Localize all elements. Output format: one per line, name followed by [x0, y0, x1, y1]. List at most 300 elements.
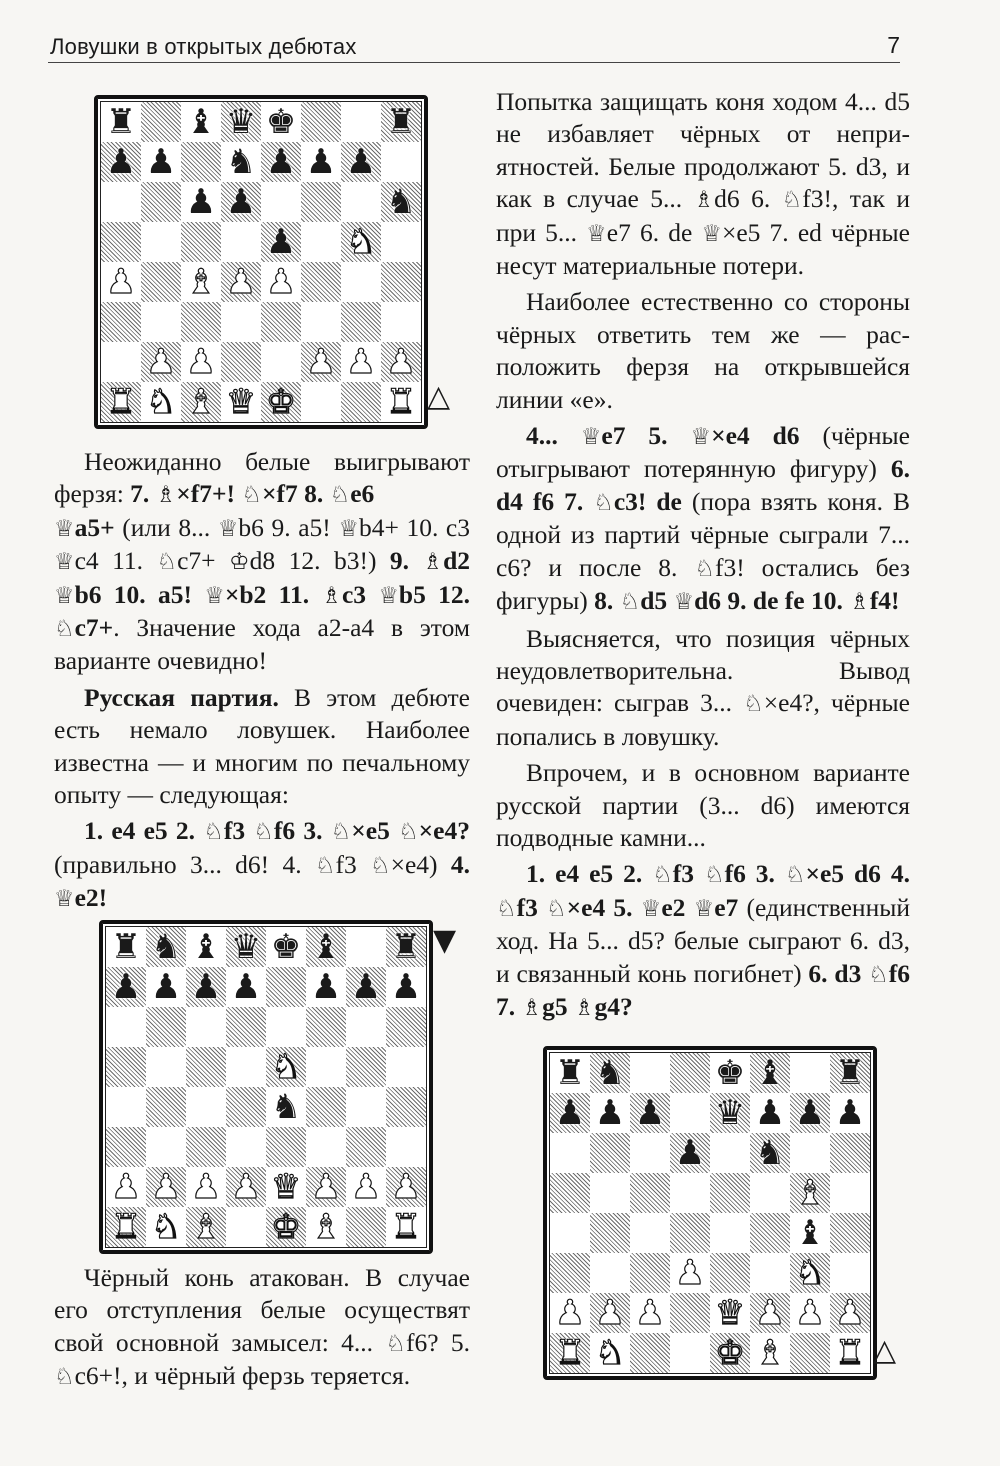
- board-square: [341, 222, 381, 262]
- white-pawn-icon: ♟: [150, 1167, 182, 1207]
- board-square: [141, 182, 181, 222]
- black-queen-icon: ♛: [225, 102, 257, 142]
- black-pawn-icon: ♟: [554, 1093, 586, 1133]
- board-square: [301, 182, 341, 222]
- paragraph: Наиболее естественно со стороны чёрных ответить тем же — расположить ферзя на открывшейся линии «е».: [496, 287, 910, 414]
- queen-icon: ♕: [673, 589, 695, 616]
- knight-icon: ♘: [54, 616, 75, 643]
- board-square: [306, 1087, 346, 1127]
- running-title: Ловушки в открытых дебютах: [50, 34, 357, 59]
- board-square: [630, 1173, 670, 1213]
- black-pawn-icon: ♟: [594, 1093, 626, 1133]
- knight-icon: ♘: [652, 862, 673, 889]
- queen-icon: ♕: [54, 582, 75, 609]
- white-pawn-icon: ♟: [754, 1293, 786, 1333]
- knight-icon: ♘: [314, 852, 336, 879]
- paragraph: Русская партия. В этом дебюте есть немало ловушек. Наиболее известна — и многим по печальному опыту — следующая:: [54, 682, 470, 810]
- board-square: [141, 222, 181, 262]
- board-square: [221, 302, 261, 342]
- board-square: [670, 1133, 710, 1173]
- board-square: [141, 342, 181, 382]
- board-square: [750, 1093, 790, 1133]
- black-bishop-icon: ♝: [754, 1053, 786, 1093]
- queen-icon: ♕: [580, 424, 602, 451]
- black-pawn-icon: ♟: [350, 967, 382, 1007]
- white-to-move-marker: △: [427, 379, 451, 414]
- black-pawn-icon: ♟: [190, 967, 222, 1007]
- board-square: [186, 1207, 226, 1247]
- knight-icon: ♘: [370, 852, 391, 879]
- black-pawn-icon: ♟: [834, 1093, 866, 1133]
- white-pawn-icon: ♟: [305, 342, 337, 382]
- board-square: [381, 182, 421, 222]
- board-square: [790, 1293, 830, 1333]
- board-square: [381, 142, 421, 182]
- knight-icon: ♘: [398, 819, 419, 846]
- chess-diagram-3: [543, 1046, 877, 1380]
- white-knight-icon: ♞: [270, 1047, 302, 1087]
- board-square: [261, 182, 301, 222]
- board-square: [710, 1293, 750, 1333]
- board-square: [306, 1207, 346, 1247]
- board-square: [346, 1167, 386, 1207]
- board-square: [181, 302, 221, 342]
- board-square: [381, 382, 421, 422]
- board-square: [306, 1007, 346, 1047]
- board-square: [181, 182, 221, 222]
- board-square: [381, 222, 421, 262]
- paragraph: 4... ♕e7 5. ♕×e4 d6 (чёрные отыгрывают потерянную фигуру) 6. d4 f6 7. ♘c3! de (пора взять коня. В одной из партий чёрные сыграли 7... c6? и после 8. ♘f3! остались без фигуры) 8. ♘d5 ♕d6 9. de fe 10. ♗f4!: [496, 421, 910, 616]
- board-square: [346, 1007, 386, 1047]
- board-square: [346, 1127, 386, 1167]
- board-square: [181, 222, 221, 262]
- black-pawn-icon: ♟: [345, 142, 377, 182]
- knight-icon: ♘: [54, 1364, 75, 1391]
- board-square: [301, 102, 341, 142]
- board-square: [141, 262, 181, 302]
- board-square: [101, 262, 141, 302]
- board-square: [146, 967, 186, 1007]
- board-square: [221, 142, 261, 182]
- board-square: [750, 1133, 790, 1173]
- paragraph: Попытка защищать коня ходом 4... d5 не избавляет чёрных от неприятностей. Белые продолжают 5. d3, и как в случае 5... ♗d6 6. ♘f3!, так и при 5... ♕e7 6. de ♕×e5 7. ed чёрные несут материальные потери.: [496, 87, 911, 281]
- board-square: [790, 1133, 830, 1173]
- white-bishop-icon: ♝: [794, 1173, 826, 1213]
- board-square: [590, 1293, 630, 1333]
- white-bishop-icon: ♝: [310, 1207, 342, 1247]
- board-square: [790, 1333, 830, 1373]
- board-square: [550, 1333, 590, 1373]
- board-square: [261, 102, 301, 142]
- white-king-icon: ♚: [265, 382, 297, 422]
- board-square: [146, 1087, 186, 1127]
- black-rook-icon: ♜: [385, 102, 417, 142]
- board-square: [790, 1253, 830, 1293]
- white-pawn-icon: ♟: [350, 1167, 382, 1207]
- board-square: [550, 1133, 590, 1173]
- white-pawn-icon: ♟: [674, 1253, 706, 1293]
- board-grid: [105, 926, 427, 1248]
- white-queen-icon: ♛: [714, 1293, 746, 1333]
- black-rook-icon: ♜: [554, 1053, 586, 1093]
- board-square: [306, 1167, 346, 1207]
- black-knight-icon: ♞: [754, 1133, 786, 1173]
- board-square: [101, 102, 141, 142]
- bishop-icon: ♗: [422, 549, 444, 576]
- board-square: [101, 222, 141, 262]
- black-pawn-icon: ♟: [634, 1093, 666, 1133]
- queen-icon: ♕: [701, 220, 722, 247]
- paragraph: 1. e4 e5 2. ♘f3 ♘f6 3. ♘×e5 d6 4. ♘f3 ♘×e4 5. ♕e2 ♕e7 (единственный ход. На 5... d5? белые сыграют 6. d3, и связанный конь погибнет) 6. d3 ♘f6 7. ♗g5 ♗g4?: [496, 859, 911, 1021]
- board-square: [261, 342, 301, 382]
- knight-icon: ♘: [781, 187, 803, 214]
- board-square: [106, 1047, 146, 1087]
- black-rook-icon: ♜: [834, 1053, 866, 1093]
- board-square: [710, 1213, 750, 1253]
- board-square: [790, 1053, 830, 1093]
- board-square: [266, 967, 306, 1007]
- black-king-icon: ♚: [714, 1053, 746, 1093]
- board-square: [181, 142, 221, 182]
- board-square: [186, 1047, 226, 1087]
- black-pawn-icon: ♟: [230, 967, 262, 1007]
- white-pawn-icon: ♟: [105, 262, 137, 302]
- white-rook-icon: ♜: [390, 1207, 422, 1247]
- bishop-icon: ♗: [849, 589, 870, 616]
- board-square: [710, 1173, 750, 1213]
- knight-icon: ♘: [385, 1330, 406, 1357]
- black-pawn-icon: ♟: [150, 967, 182, 1007]
- board-square: [186, 927, 226, 967]
- board-square: [181, 342, 221, 382]
- queen-icon: ♕: [204, 582, 225, 609]
- board-square: [750, 1293, 790, 1333]
- white-bishop-icon: ♝: [754, 1333, 786, 1373]
- black-pawn-icon: ♟: [310, 967, 342, 1007]
- black-queen-icon: ♛: [714, 1093, 746, 1133]
- white-pawn-icon: ♟: [554, 1293, 586, 1333]
- board-square: [670, 1053, 710, 1093]
- knight-icon: ♘: [253, 819, 274, 846]
- board-square: [670, 1213, 710, 1253]
- black-pawn-icon: ♟: [305, 142, 337, 182]
- board-square: [590, 1333, 630, 1373]
- white-pawn-icon: ♟: [185, 342, 217, 382]
- white-knight-icon: ♞: [345, 222, 377, 262]
- queen-icon: ♕: [217, 515, 239, 542]
- board-square: [226, 967, 266, 1007]
- board-square: [590, 1133, 630, 1173]
- black-pawn-icon: ♟: [265, 142, 297, 182]
- white-bishop-icon: ♝: [185, 382, 217, 422]
- board-square: [750, 1173, 790, 1213]
- board-square: [341, 382, 381, 422]
- black-to-move-marker: ▼: [433, 923, 457, 958]
- queen-icon: ♕: [640, 895, 662, 922]
- board-square: [830, 1293, 870, 1333]
- board-square: [790, 1173, 830, 1213]
- knight-icon: ♘: [704, 862, 725, 889]
- board-square: [630, 1333, 670, 1373]
- black-knight-icon: ♞: [270, 1087, 302, 1127]
- white-pawn-icon: ♟: [834, 1293, 866, 1333]
- board-square: [830, 1133, 870, 1173]
- bishop-icon: ♗: [521, 994, 543, 1021]
- board-square: [181, 262, 221, 302]
- black-rook-icon: ♜: [105, 102, 137, 142]
- board-square: [226, 1087, 266, 1127]
- board-square: [226, 1047, 266, 1087]
- white-queen-icon: ♛: [225, 382, 257, 422]
- board-square: [146, 1127, 186, 1167]
- board-square: [830, 1253, 870, 1293]
- board-square: [341, 182, 381, 222]
- white-rook-icon: ♜: [385, 382, 417, 422]
- board-square: [186, 1167, 226, 1207]
- board-grid: [100, 101, 422, 423]
- black-pawn-icon: ♟: [110, 967, 142, 1007]
- white-bishop-icon: ♝: [185, 262, 217, 302]
- board-square: [106, 967, 146, 1007]
- board-square: [221, 262, 261, 302]
- board-square: [670, 1333, 710, 1373]
- board-square: [830, 1173, 870, 1213]
- paragraph: Неожиданно белые выигрывают ферзя: 7. ♗×f7+! ♘×f7 8. ♘e6 ♕a5+ (или 8... ♕b6 9. a5! ♕b4+ 10. c3 ♕c4 11. ♘c7+ ♔d8 12. b3!) 9. ♗d2 ♕b6 10. a5! ♕×b2 11. ♗c3 ♕b5 12. ♘c7+. Значение хода a2-a4 в этом варианте очевидно!: [54, 447, 471, 676]
- bishop-icon: ♗: [693, 187, 715, 214]
- board-square: [226, 1127, 266, 1167]
- board-square: [386, 1127, 426, 1167]
- board-square: [181, 102, 221, 142]
- board-square: [266, 1167, 306, 1207]
- left-column-bottom: [54, 1262, 470, 1398]
- bishop-icon: ♗: [573, 994, 595, 1021]
- white-rook-icon: ♜: [110, 1207, 142, 1247]
- board-square: [670, 1093, 710, 1133]
- white-pawn-icon: ♟: [310, 1167, 342, 1207]
- board-square: [261, 302, 301, 342]
- white-pawn-icon: ♟: [230, 1167, 262, 1207]
- board-square: [146, 1207, 186, 1247]
- board-square: [226, 1207, 266, 1247]
- black-pawn-icon: ♟: [390, 967, 422, 1007]
- board-square: [141, 102, 181, 142]
- black-pawn-icon: ♟: [185, 182, 217, 222]
- board-square: [346, 1047, 386, 1087]
- board-square: [381, 342, 421, 382]
- board-square: [341, 302, 381, 342]
- black-king-icon: ♚: [265, 102, 297, 142]
- board-square: [106, 927, 146, 967]
- board-square: [386, 1207, 426, 1247]
- board-square: [306, 967, 346, 1007]
- black-knight-icon: ♞: [385, 182, 417, 222]
- board-square: [141, 302, 181, 342]
- board-square: [710, 1253, 750, 1293]
- white-knight-icon: ♞: [594, 1333, 626, 1373]
- board-square: [226, 927, 266, 967]
- black-pawn-icon: ♟: [754, 1093, 786, 1133]
- black-pawn-icon: ♟: [794, 1093, 826, 1133]
- paragraph: Чёрный конь атакован. В случае его отступления белые осуществят свой основной замысел: 4... ♘f6? 5. ♘c6+!, и чёрный ферзь теряется.: [54, 1263, 471, 1391]
- board-square: [226, 1167, 266, 1207]
- board-square: [710, 1133, 750, 1173]
- knight-icon: ♘: [329, 482, 351, 509]
- board-square: [381, 102, 421, 142]
- white-king-icon: ♚: [714, 1333, 746, 1373]
- white-knight-icon: ♞: [145, 382, 177, 422]
- white-knight-icon: ♞: [794, 1253, 826, 1293]
- board-grid: [549, 1052, 871, 1374]
- queen-icon: ♕: [54, 515, 75, 542]
- board-square: [630, 1253, 670, 1293]
- board-square: [146, 927, 186, 967]
- board-square: [590, 1093, 630, 1133]
- knight-icon: ♘: [868, 961, 889, 988]
- board-square: [710, 1053, 750, 1093]
- white-pawn-icon: ♟: [110, 1167, 142, 1207]
- board-square: [261, 262, 301, 302]
- board-square: [630, 1293, 670, 1333]
- board-square: [186, 1007, 226, 1047]
- knight-icon: ♘: [496, 895, 517, 922]
- board-square: [346, 927, 386, 967]
- bishop-icon: ♗: [321, 582, 342, 609]
- board-square: [141, 142, 181, 182]
- white-to-move-marker: △: [873, 1333, 897, 1368]
- white-pawn-icon: ♟: [794, 1293, 826, 1333]
- board-square: [301, 142, 341, 182]
- board-square: [221, 342, 261, 382]
- black-knight-icon: ♞: [150, 927, 182, 967]
- queen-icon: ♕: [54, 549, 75, 576]
- board-square: [830, 1213, 870, 1253]
- black-pawn-icon: ♟: [265, 222, 297, 262]
- board-square: [750, 1213, 790, 1253]
- white-pawn-icon: ♟: [225, 262, 257, 302]
- board-square: [710, 1333, 750, 1373]
- board-square: [266, 927, 306, 967]
- knight-icon: ♘: [694, 555, 715, 582]
- white-pawn-icon: ♟: [190, 1167, 222, 1207]
- board-square: [266, 1047, 306, 1087]
- black-knight-icon: ♞: [594, 1053, 626, 1093]
- queen-icon: ♕: [54, 886, 75, 913]
- board-square: [101, 302, 141, 342]
- knight-icon: ♘: [784, 862, 806, 889]
- black-bishop-icon: ♝: [185, 102, 217, 142]
- board-square: [221, 102, 261, 142]
- black-king-icon: ♚: [270, 927, 302, 967]
- board-square: [550, 1053, 590, 1093]
- board-square: [186, 967, 226, 1007]
- white-pawn-icon: ♟: [390, 1167, 422, 1207]
- board-square: [790, 1093, 830, 1133]
- board-square: [386, 927, 426, 967]
- paragraph: Впрочем, и в основном варианте русской партии (3... d6) имеются подводные камни...: [496, 758, 910, 852]
- board-square: [101, 182, 141, 222]
- board-square: [670, 1253, 710, 1293]
- board-square: [101, 142, 141, 182]
- white-bishop-icon: ♝: [190, 1207, 222, 1247]
- board-square: [550, 1213, 590, 1253]
- board-square: [381, 262, 421, 302]
- board-square: [106, 1127, 146, 1167]
- board-square: [301, 222, 341, 262]
- board-square: [550, 1173, 590, 1213]
- queen-icon: ♕: [693, 895, 715, 922]
- knight-icon: ♘: [330, 819, 352, 846]
- white-rook-icon: ♜: [834, 1333, 866, 1373]
- board-square: [146, 1047, 186, 1087]
- board-square: [261, 382, 301, 422]
- knight-icon: ♘: [546, 895, 567, 922]
- white-pawn-icon: ♟: [385, 342, 417, 382]
- board-square: [550, 1293, 590, 1333]
- white-pawn-icon: ♟: [345, 342, 377, 382]
- chess-diagram-2: [99, 920, 433, 1254]
- board-square: [306, 1127, 346, 1167]
- board-square: [630, 1133, 670, 1173]
- black-bishop-icon: ♝: [190, 927, 222, 967]
- queen-icon: ♕: [586, 220, 607, 247]
- white-pawn-icon: ♟: [145, 342, 177, 382]
- board-square: [186, 1087, 226, 1127]
- board-square: [101, 342, 141, 382]
- section-heading: Русская партия.: [84, 682, 279, 712]
- board-square: [226, 1007, 266, 1047]
- board-square: [341, 342, 381, 382]
- board-square: [750, 1253, 790, 1293]
- board-square: [790, 1213, 830, 1253]
- board-square: [550, 1093, 590, 1133]
- board-square: [670, 1173, 710, 1213]
- board-square: [386, 1047, 426, 1087]
- board-square: [341, 102, 381, 142]
- board-square: [181, 382, 221, 422]
- board-square: [386, 1087, 426, 1127]
- board-square: [386, 1007, 426, 1047]
- white-rook-icon: ♜: [105, 382, 137, 422]
- board-square: [186, 1127, 226, 1167]
- board-square: [106, 1007, 146, 1047]
- paragraph: Выясняется, что позиция чёрных неудовлетворительна. Вывод очевиден: сыграв 3... ♘×e4?, чёрные попались в ловушку.: [496, 623, 910, 751]
- board-square: [266, 1127, 306, 1167]
- knight-icon: ♘: [156, 549, 178, 576]
- board-square: [550, 1253, 590, 1293]
- board-square: [301, 382, 341, 422]
- board-square: [590, 1053, 630, 1093]
- black-rook-icon: ♜: [390, 927, 422, 967]
- white-pawn-icon: ♟: [594, 1293, 626, 1333]
- board-square: [750, 1333, 790, 1373]
- board-square: [346, 967, 386, 1007]
- board-square: [106, 1087, 146, 1127]
- board-square: [750, 1053, 790, 1093]
- board-square: [101, 382, 141, 422]
- black-rook-icon: ♜: [110, 927, 142, 967]
- board-square: [266, 1087, 306, 1127]
- black-queen-icon: ♛: [230, 927, 262, 967]
- black-knight-icon: ♞: [225, 142, 257, 182]
- black-pawn-icon: ♟: [105, 142, 137, 182]
- right-column: [496, 86, 910, 1028]
- board-square: [221, 182, 261, 222]
- white-king-icon: ♚: [270, 1207, 302, 1247]
- board-square: [386, 1167, 426, 1207]
- board-square: [830, 1333, 870, 1373]
- black-pawn-icon: ♟: [674, 1133, 706, 1173]
- board-square: [306, 927, 346, 967]
